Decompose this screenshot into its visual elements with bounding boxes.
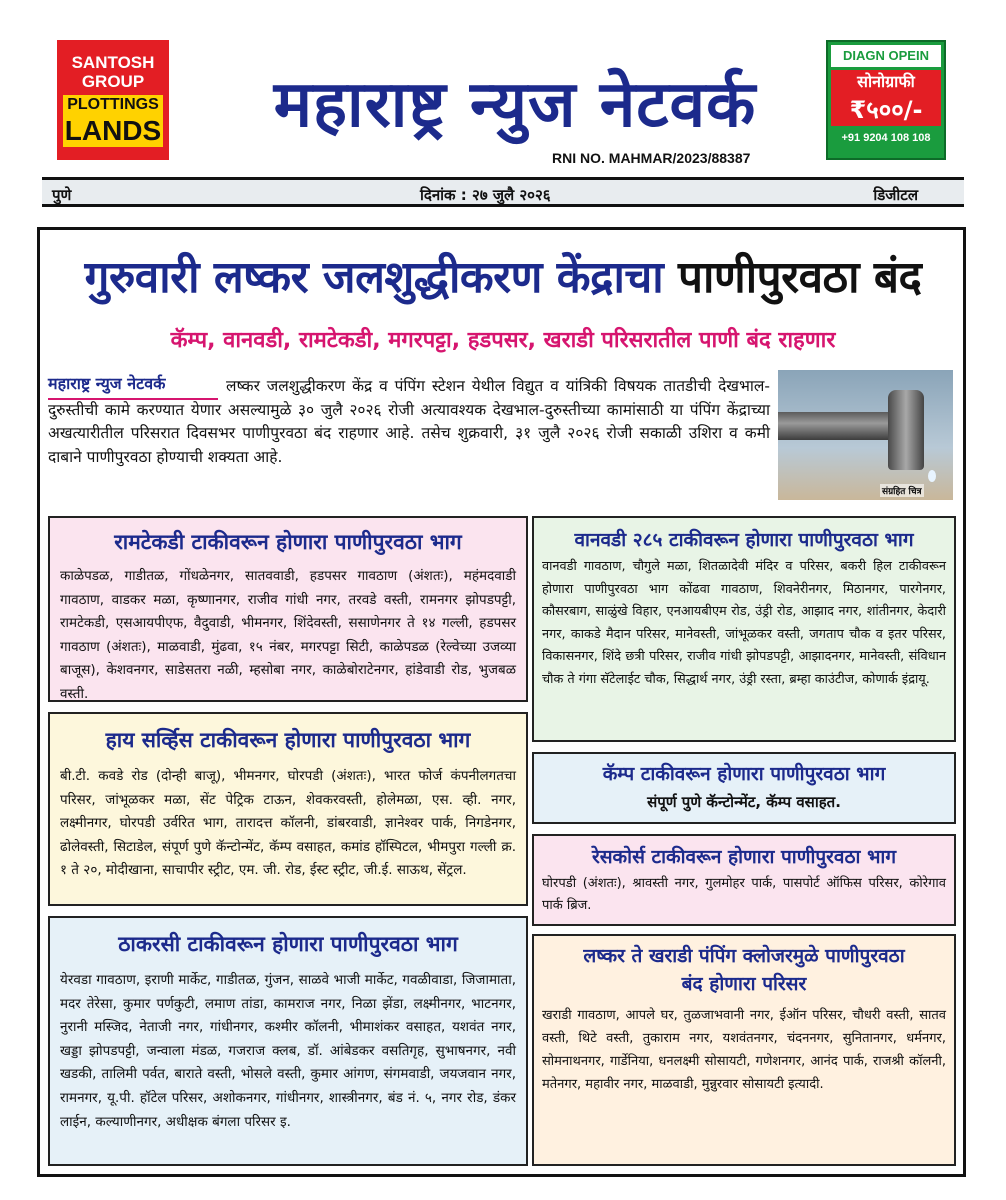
photo-caption: संग्रहित चित्र xyxy=(880,484,924,497)
diagnostics-ad[interactable] xyxy=(826,40,946,160)
box-heading: हाय सर्व्हिस टाकीवरून होणारा पाणीपुरवठा भाग xyxy=(105,728,471,752)
headline xyxy=(52,245,954,305)
subheadline: कॅम्प, वानवडी, रामटेकडी, मगरपट्टा, हडपसर, खराडी परिसरातील पाणी बंद राहणार xyxy=(170,328,836,353)
edition: डिजीटल xyxy=(873,186,918,204)
box-body: घोरपडी (अंशतः), श्रावस्ती नगर, गुलमोहर पार्क, पासपोर्ट ऑफिस परिसर, कोरेगाव पार्क ब्रिज. xyxy=(542,876,946,913)
box-body: बी.टी. कवडे रोड (दोन्ही बाजू), भीमनगर, घोरपडी (अंशतः), भारत फोर्ज कंपनीलगतचा परिसर, जांभूळकर मळा, सेंट पेट्रिक टाऊन, शेवकरवस्ती, होलेमळा, एस. व्ही. नगर, लक्ष्मीनगर, घोरपडी उर्वरित भाग, तारादत्त कॉलनी, डांबरवाडी, ज्ञानेश्वर पार्क, निगडेनगर, ढोलेवस्ती, सिटाडेल, संपूर्ण पुणे कॅन्टोन्मेंट, कॅम्प वसाहत, कमांड हॉस्पिटल, भीमपुरा गल्ली क्र. १ ते २०, मोदीखाना, साचापीर स्ट्रीट, एम. जी. रोड, ईस्ट स्ट्रीट, जी.ई. साऊथ, सेंट्रल. xyxy=(60,768,516,879)
santosh-group-ad[interactable] xyxy=(57,40,169,160)
ad-service: सोनोग्राफी xyxy=(831,70,941,94)
ad-line: GROUP xyxy=(81,72,145,91)
ad-line: LANDS xyxy=(64,115,162,146)
box-heading: लष्कर ते खराडी पंपिंग क्लोजरमुळे पाणीपुरवठा xyxy=(583,945,905,967)
newspaper-title: महाराष्ट्र न्युज नेटवर्क xyxy=(273,68,757,142)
byline-rule xyxy=(48,398,218,400)
camp-box xyxy=(532,752,956,824)
ad-price: ₹५००/- xyxy=(831,94,941,126)
byline: महाराष्ट्र न्युज नेटवर्क xyxy=(48,374,166,393)
box-body: खराडी गावठाण, आपले घर, तुळजाभवानी नगर, ईऑन परिसर, चौधरी वस्ती, सातव वस्ती, थिटे वस्ती, तुकाराम नगर, यशवंतनगर, चंदननगर, सुनितानगर, धर्मनगर, सोमनाथनगर, गार्डेनिया, धनलक्ष्मी सोसायटी, गणेशनगर, आनंद पार्क, राजश्री कॉलनी, मतेनगर, महावीर नगर, माळवाडी, मुन्नुरवार सोसायटी इत्यादी. xyxy=(542,1008,946,1092)
issue-date: दिनांक : २७ जुलै २०२६ xyxy=(420,186,551,204)
water-tap-photo xyxy=(778,370,953,500)
headline-emphasis: पाणीपुरवठा बंद xyxy=(678,252,922,303)
ramtekdi-box xyxy=(48,516,528,702)
box-body: संपूर्ण पुणे कॅन्टोन्मेंट, कॅम्प वसाहत. xyxy=(647,793,841,811)
box-heading: वानवडी २८५ टाकीवरून होणारा पाणीपुरवठा भाग xyxy=(574,529,914,551)
ad-line: PLOTTINGS xyxy=(63,95,163,115)
box-heading: रेसकोर्स टाकीवरून होणारा पाणीपुरवठा भाग xyxy=(591,846,897,868)
ad-brand: DIAGN OPEIN xyxy=(831,45,941,67)
box-body: येरवडा गावठाण, इराणी मार्केट, गाडीतळ, गुंजन, साळवे भाजी मार्केट, गवळीवाडा, जिजामाता, मदर तेरेसा, कुमार पर्णकुटी, लमाण तांडा, कामराज नगर, निळा झेंडा, लक्ष्मीनगर, भाटनगर, नुरानी मस्जिद, नेताजी नगर, गांधीनगर, कश्मीर कॉलनी, भीमाशंकर वसाहत, यशवंत नगर, खड्डा झोपडपट्टी, जन्वाला मंडळ, गजराज क्लब, डॉ. आंबेडकर वसतिगृह, सुभाषनगर, नवी खडकी, तालिमी पर्वत, बाराते वस्ती, भोसले वस्ती, कुमार आंगण, संगमवाडी, जयजवान नगर, रामनगर, यू.पी. हॉटेल परिसर, अशोकनगर, गांधीनगर, शास्त्रीनगर, बंड नं. ५, नगर रोड, डंकर लाईन, कल्याणीनगर, अधीक्षक बंगला परिसर इ. xyxy=(60,972,516,1130)
intro-text: लष्कर जलशुद्धीकरण केंद्र व पंपिंग स्टेशन येथील विद्युत व यांत्रिकी विषयक तातडीची देखभाल-दुरुस्तीची कामे करण्यात येणार असल्यामुळे ३० जुलै २०२६ रोजी अत्यावश्यक देखभाल-दुरुस्तीच्या कामांसाठी या पंपिंग केंद्राच्या अखत्यारीतील परिसरात दिवसभर पाणीपुरवठा बंद राहणार आहे. तसेच शुक्रवारी, ३१ जुलै २०२६ रोजी सकाळी उशिरा व कमी दाबाने पाणीपुरवठा होण्याची शक्यता आहे. xyxy=(48,377,770,466)
box-heading: कॅम्प टाकीवरून होणारा पाणीपुरवठा भाग xyxy=(602,763,886,785)
box-body: काळेपडळ, गाडीतळ, गोंधळेनगर, सातववाडी, हडपसर गावठाण (अंशतः), महंमदवाडी गावठाण, वाडकर मळा, कृष्णानगर, राजीव गांधी नगर, तरवडे वस्ती, रामनगर झोपडपट्टी, रामटेकडी, एसआयपीएफ, वैदुवाडी, भीमनगर, शिंदेवस्ती, ससाणेनगर ते १४ गल्ली, हडपसर गावठाण (अंशतः), माळवाडी, मुंढवा, १५ नंबर, मगरपट्टा सिटी, काळेपडळ (रेल्वेच्या उजव्या बाजूस), केशवनगर, साडेसतरा नळी, म्हसोबा नगर, काळेबोराटेनगर, हांडेवाडी रोड, भुजबळ वस्ती. xyxy=(60,568,516,702)
thakarsi-box xyxy=(48,916,528,1166)
box-heading: बंद होणारा परिसर xyxy=(681,973,807,995)
rni-number: RNI NO. MAHMAR/2023/88387 xyxy=(552,150,751,166)
box-heading: रामटेकडी टाकीवरून होणारा पाणीपुरवठा भाग xyxy=(114,530,462,554)
racecourse-box xyxy=(532,834,956,926)
wanwadi-box xyxy=(532,516,956,742)
kharadi-box xyxy=(532,934,956,1166)
city: पुणे xyxy=(52,186,72,204)
ad-line: SANTOSH xyxy=(71,53,155,72)
box-heading: ठाकरसी टाकीवरून होणारा पाणीपुरवठा भाग xyxy=(118,932,458,956)
box-body: वानवडी गावठाण, चौगुले मळा, शितळादेवी मंदिर व परिसर, बकरी हिल टाकीवरून होणारा पाणीपुरवठा भाग कोंढवा गावठाण, शिवनेरीनगर, मिठानगर, पारगेनगर, कौसरबाग, साळुंखे विहार, एनआयबीएम रोड, उंड्री रोड, आझाद नगर, शांतीनगर, केदारी नगर, काकडे मैदान परिसर, मानेवस्ती, जांभूळकर वस्ती, जगताप चौक व इतर परिसर, विकासनगर, शिंदे छत्री परिसर, राजीव गांधी झोपडपट्टी, आझादनगर, मानेवस्ती, संविधान चौक ते गंगा सॅटेलाईट चौक, सिद्धार्थ नगर, उंड्री रस्ता, ब्रम्हा काउंटीज, कोणार्क इंद्रायू. xyxy=(542,559,946,687)
ad-phone: +91 9204 108 108 xyxy=(841,132,931,144)
masthead xyxy=(0,0,1006,175)
headline-part: गुरुवारी लष्कर जलशुद्धीकरण केंद्राचा xyxy=(84,252,678,303)
high-service-box xyxy=(48,712,528,906)
dateline-bar xyxy=(42,177,964,207)
